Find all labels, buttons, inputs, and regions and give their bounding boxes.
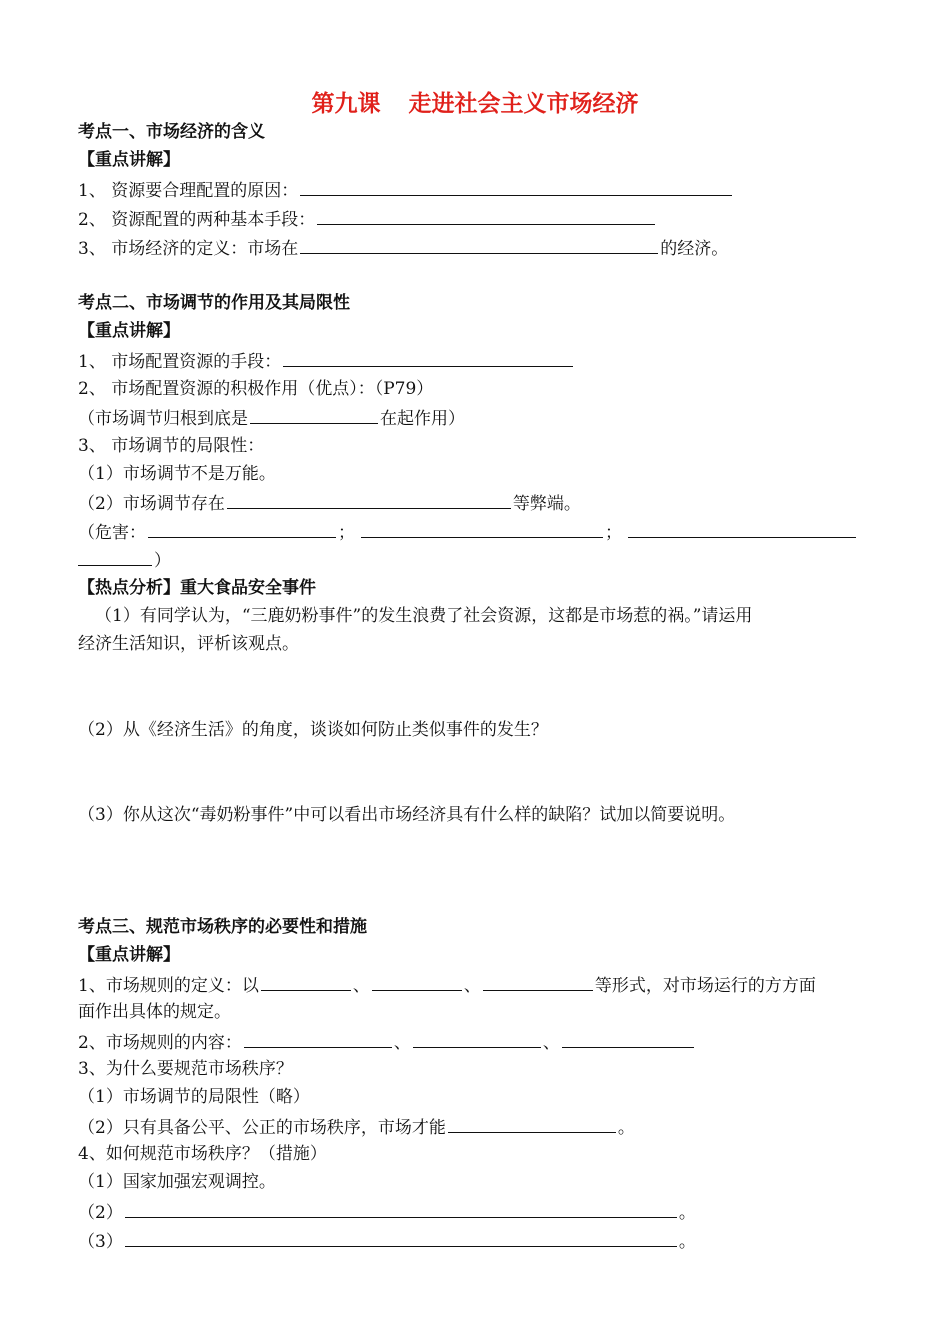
hot-question-3: （3）你从这次“毒奶粉事件”中可以看出市场经济具有什么样的缺陷？试加以简要说明。 bbox=[78, 805, 736, 825]
s3-line-3: 3、为什么要规范市场秩序？ bbox=[78, 1059, 293, 1079]
s3-line-7: （1）国家加强宏观调控。 bbox=[78, 1172, 276, 1192]
s1-line-3: 3、 市场经济的定义：市场在 的经济。 bbox=[78, 235, 728, 259]
section-3-heading: 考点三、规范市场秩序的必要性和措施 bbox=[78, 917, 367, 937]
blank[interactable] bbox=[125, 1199, 677, 1218]
section-1-tag: 【重点讲解】 bbox=[78, 150, 180, 170]
blank[interactable] bbox=[448, 1114, 616, 1133]
blank[interactable] bbox=[562, 1029, 694, 1048]
s2-line-4: 3、 市场调节的局限性： bbox=[78, 436, 265, 456]
hot-question-1-line-1: （1）有同学认为，“三鹿奶粉事件”的发生浪费了社会资源，这都是市场惹的祸。”请运用 bbox=[95, 606, 753, 626]
s3-line-6: 4、如何规范市场秩序？（措施） bbox=[78, 1144, 327, 1164]
blank[interactable] bbox=[250, 405, 378, 424]
section-1-heading: 考点一、市场经济的含义 bbox=[78, 122, 265, 142]
blank[interactable] bbox=[148, 519, 336, 538]
hot-question-1-line-2: 经济生活知识，评析该观点。 bbox=[78, 634, 299, 654]
blank[interactable] bbox=[78, 547, 152, 566]
s1-line-2: 2、 资源配置的两种基本手段： bbox=[78, 206, 657, 230]
blank[interactable] bbox=[300, 177, 732, 196]
blank[interactable] bbox=[361, 519, 603, 538]
s3-line-1: 1、市场规则的定义：以 、 、 等形式，对市场运行的方方面 bbox=[78, 972, 816, 996]
section-2-heading: 考点二、市场调节的作用及其局限性 bbox=[78, 293, 350, 313]
hot-topic-heading: 【热点分析】重大食品安全事件 bbox=[78, 578, 316, 598]
s3-line-4: （1）市场调节的局限性（略） bbox=[78, 1087, 310, 1107]
s2-line-8: ） bbox=[78, 547, 171, 571]
blank[interactable] bbox=[300, 235, 658, 254]
s3-line-9: （3） 。 bbox=[78, 1228, 696, 1252]
blank[interactable] bbox=[261, 972, 351, 991]
page-title bbox=[0, 88, 950, 120]
blank[interactable] bbox=[317, 206, 655, 225]
s3-line-2: 2、市场规则的内容： 、 、 bbox=[78, 1029, 696, 1053]
section-2-tag: 【重点讲解】 bbox=[78, 321, 180, 341]
blank[interactable] bbox=[413, 1029, 541, 1048]
s3-line-8: （2） 。 bbox=[78, 1199, 696, 1223]
section-3-tag: 【重点讲解】 bbox=[78, 945, 180, 965]
s2-line-7: （危害： ； ； bbox=[78, 519, 858, 543]
blank[interactable] bbox=[372, 972, 462, 991]
blank[interactable] bbox=[227, 490, 511, 509]
s2-line-5: （1）市场调节不是万能。 bbox=[78, 464, 276, 484]
lesson-name: 走进社会主义市场经济 bbox=[408, 91, 639, 117]
s2-line-6: （2）市场调节存在 等弊端。 bbox=[78, 490, 581, 514]
blank[interactable] bbox=[628, 519, 856, 538]
s2-line-3: （市场调节归根到底是 在起作用） bbox=[78, 405, 465, 429]
s2-line-1: 1、 市场配置资源的手段： bbox=[78, 348, 575, 372]
s1-line-1: 1、 资源要合理配置的原因： bbox=[78, 177, 734, 201]
blank[interactable] bbox=[483, 972, 593, 991]
s2-line-2: 2、 市场配置资源的积极作用（优点）：（P79） bbox=[78, 379, 434, 399]
hot-question-2: （2）从《经济生活》的角度，谈谈如何防止类似事件的发生？ bbox=[78, 720, 548, 740]
blank[interactable] bbox=[244, 1029, 392, 1048]
s3-line-5: （2）只有具备公平、公正的市场秩序，市场才能 。 bbox=[78, 1114, 635, 1138]
blank[interactable] bbox=[125, 1228, 677, 1247]
lesson-number: 第九课 bbox=[311, 91, 381, 117]
s3-line-1-cont: 面作出具体的规定。 bbox=[78, 1002, 231, 1022]
blank[interactable] bbox=[283, 348, 573, 367]
